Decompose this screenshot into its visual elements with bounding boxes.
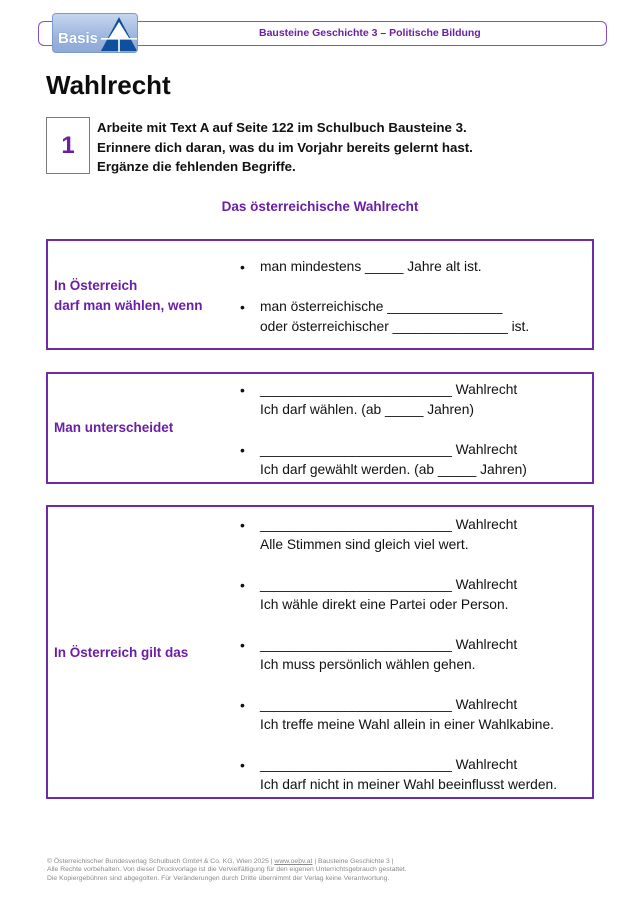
panel-voting-types bbox=[46, 372, 594, 484]
fill-in-blank-line[interactable]: _________________________ Wahlrecht bbox=[260, 577, 518, 592]
panel-voting-requirements bbox=[46, 239, 594, 350]
bullet-icon: • bbox=[240, 637, 245, 653]
publisher-link[interactable]: www.oebv.at bbox=[274, 858, 313, 865]
fill-in-blank-line[interactable]: _________________________ Wahlrecht bbox=[260, 697, 518, 712]
task-line: Ergänze die fehlenden Begriffe. bbox=[97, 159, 296, 174]
item-description: Ich treffe meine Wahl allein in einer Wahlkabine. bbox=[260, 717, 554, 732]
bullet-icon: • bbox=[240, 697, 245, 713]
task-line: Erinnere dich daran, was du im Vorjahr bereits gelernt hast. bbox=[97, 139, 473, 155]
item-description: Alle Stimmen sind gleich viel wert. bbox=[260, 537, 469, 552]
header-title: Bausteine Geschichte 3 – Politische Bildung bbox=[259, 27, 481, 39]
item-description: Ich wähle direkt eine Partei oder Person. bbox=[260, 597, 509, 612]
task-number-box bbox=[46, 117, 90, 174]
panel-label bbox=[54, 276, 203, 316]
fill-in-blank-line[interactable]: man mindestens _____ Jahre alt ist. bbox=[260, 259, 482, 274]
panel-label bbox=[54, 643, 188, 663]
fill-in-blank-line[interactable]: _________________________ Wahlrecht bbox=[260, 637, 518, 652]
logo-text: Basis bbox=[58, 30, 99, 47]
list-item bbox=[240, 635, 518, 675]
list-item bbox=[240, 695, 554, 735]
list-item bbox=[240, 575, 518, 615]
basis-logo bbox=[52, 13, 138, 53]
list-item bbox=[240, 515, 518, 555]
footer-book-title: | Bausteine Geschichte 3 | bbox=[312, 858, 394, 865]
list-item bbox=[240, 380, 518, 420]
item-description[interactable]: Ich darf gewählt werden. (ab _____ Jahren) bbox=[260, 462, 527, 477]
footer-line-2: Alle Rechte vorbehalten. Von dieser Druckvorlage ist die Vervielfältigung für den eigenen Unterrichtsgebrauch gestattet. bbox=[47, 866, 407, 874]
list-item bbox=[240, 257, 482, 277]
pyramid-triangle-icon bbox=[100, 16, 138, 52]
footer bbox=[47, 858, 407, 883]
panel-label-line: darf man wählen, wenn bbox=[54, 298, 203, 313]
fill-in-blank-line[interactable]: man österreichische _______________ bbox=[260, 299, 503, 314]
fill-in-blank-line[interactable]: oder österreichischer _______________ ist. bbox=[260, 319, 530, 334]
bullet-icon: • bbox=[240, 442, 245, 458]
list-item bbox=[240, 755, 558, 795]
footer-line-3: Die Kopiergebühren sind abgegolten. Für Veränderungen durch Dritte übernimmt der Verlag keine Verantwortung. bbox=[47, 874, 390, 882]
bullet-icon: • bbox=[240, 517, 245, 533]
list-item bbox=[240, 440, 527, 480]
bullet-icon: • bbox=[240, 757, 245, 773]
item-description: Ich darf nicht in meiner Wahl beeinflusst werden. bbox=[260, 777, 558, 792]
panel-voting-principles bbox=[46, 505, 594, 799]
task-instructions bbox=[97, 118, 473, 177]
task-line: Arbeite mit Text A auf Seite 122 im Schulbuch Bausteine 3. bbox=[97, 120, 467, 135]
panel-label-line: In Österreich gilt das bbox=[54, 645, 189, 660]
panel-label bbox=[54, 418, 173, 438]
page-title: Wahlrecht bbox=[46, 70, 171, 100]
item-description: Ich muss persönlich wählen gehen. bbox=[260, 657, 476, 672]
bullet-icon: • bbox=[240, 259, 245, 275]
panel-label-line: In Österreich bbox=[54, 278, 138, 293]
panel-label-line: Man unterscheidet bbox=[54, 420, 174, 435]
footer-copyright: © Österreichischer Bundesverlag Schulbuch GmbH & Co. KG, Wien 2025 | bbox=[47, 858, 275, 865]
fill-in-blank-line[interactable]: _________________________ Wahlrecht bbox=[260, 517, 518, 532]
task-number: 1 bbox=[61, 131, 75, 159]
fill-in-blank-line[interactable]: _________________________ Wahlrecht bbox=[260, 442, 518, 457]
fill-in-blank-line[interactable]: _________________________ Wahlrecht bbox=[260, 757, 518, 772]
list-item bbox=[240, 297, 530, 337]
bullet-icon: • bbox=[240, 299, 245, 315]
bullet-icon: • bbox=[240, 382, 245, 398]
bullet-icon: • bbox=[240, 577, 245, 593]
footer-line-1 bbox=[47, 858, 407, 866]
section-title: Das österreichische Wahlrecht bbox=[221, 199, 419, 214]
fill-in-blank-line[interactable]: _________________________ Wahlrecht bbox=[260, 382, 518, 397]
item-description[interactable]: Ich darf wählen. (ab _____ Jahren) bbox=[260, 402, 474, 417]
